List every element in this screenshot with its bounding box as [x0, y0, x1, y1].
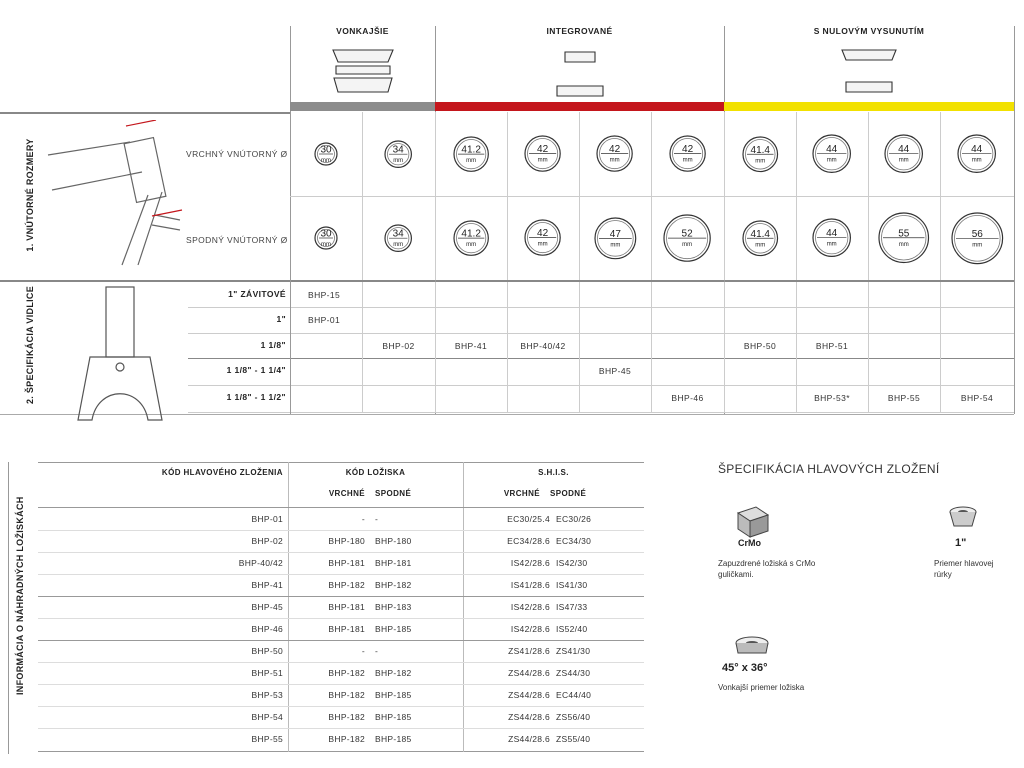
frame-headtube-illustration [30, 120, 190, 270]
column-separator [940, 282, 941, 412]
diameter-unit: mm [321, 242, 331, 248]
diameter-value: 42 [609, 144, 621, 156]
diameter-circle [451, 134, 491, 174]
diameter-unit: mm [754, 157, 765, 164]
lower-inner-diameter-label: SPODNÝ VNÚTORNÝ Ø [186, 235, 288, 245]
section-label-fork: 2. ŠPECIFIKÁCIA VIDLICE [25, 285, 35, 405]
group-caption: S NULOVÝM VYSUNUTÍM [813, 26, 925, 36]
diameter-circle [667, 133, 708, 174]
row-separator [38, 706, 644, 707]
diameter-value: 55 [898, 228, 910, 240]
diameter-value: 56 [971, 228, 983, 240]
header-separator [38, 507, 644, 508]
column-separator [435, 282, 436, 412]
steerer-cell: BHP-55 [887, 393, 921, 403]
column-separator [868, 282, 869, 412]
diameter-circle [594, 133, 635, 174]
diameter-value: 41.4 [750, 228, 770, 240]
row-separator [38, 618, 644, 619]
diameter-value: 41.2 [461, 228, 481, 240]
code-cell: BHP-41 [251, 580, 283, 590]
diameter-circle [955, 132, 998, 175]
diameter-value: 41.2 [461, 144, 481, 156]
diameter-unit: mm [609, 241, 620, 248]
tube-value: 1" [955, 537, 967, 549]
shis-upper-cell: ZS44/28.6 [508, 734, 550, 744]
diameter-value: 41.4 [750, 144, 770, 156]
shis-lower-cell: EC44/40 [556, 690, 592, 700]
diameter-unit: mm [321, 158, 331, 164]
steerer-cell: BHP-02 [382, 341, 415, 351]
diameter-unit: mm [465, 241, 476, 248]
diameter-circle [740, 134, 781, 175]
diameter-unit: mm [393, 157, 404, 164]
group-caption: VONKAJŠIE [336, 26, 389, 36]
bearing-lower-cell: BHP-182 [375, 580, 412, 590]
diameter-circle [810, 132, 853, 175]
diameter-value: 34 [392, 144, 405, 156]
steerer-row-label: 1 1/8" - 1 1/2" [226, 392, 286, 402]
steerer-cell: BHP-15 [308, 290, 341, 300]
header-shis: S.H.I.S. [538, 468, 569, 477]
head-tube-icon [946, 504, 980, 534]
bearing-lower-cell: BHP-180 [375, 536, 412, 546]
shis-lower-cell: EC30/26 [556, 514, 592, 524]
group-color-bar [435, 102, 724, 111]
code-cell: BHP-54 [251, 712, 283, 722]
code-cell: BHP-01 [251, 514, 283, 524]
upper-inner-diameter-label: VRCHNÝ VNÚTORNÝ Ø [186, 149, 288, 159]
diameter-circle [312, 140, 340, 168]
shis-lower-cell: IS41/30 [556, 580, 588, 590]
column-separator [579, 282, 580, 412]
shis-upper-cell: ZS44/28.6 [508, 712, 550, 722]
diameter-unit: mm [682, 241, 693, 248]
diameter-unit: mm [682, 157, 693, 164]
section-label-parts: INFORMÁCIA O NÁHRADNÝCH LOŽISKÁCH [15, 496, 25, 695]
tube-caption: Priemer hlavovej rúrky [934, 559, 994, 579]
bearing-lower-cell: BHP-182 [375, 668, 412, 678]
bearing-lower-cell: - [375, 646, 379, 656]
steerer-cell: BHP-53* [814, 393, 850, 403]
steerer-row-label: 1" [276, 314, 286, 324]
row-separator [188, 385, 1014, 386]
diameter-unit: mm [465, 157, 476, 164]
diameter-circle [522, 217, 563, 258]
bearing-upper-cell: BHP-180 [328, 536, 365, 546]
bearing-upper-cell: BHP-181 [328, 602, 365, 612]
row-separator [38, 662, 644, 663]
bearing-upper-cell: BHP-182 [328, 734, 365, 744]
header-lower: SPODNÉ [550, 489, 587, 498]
code-cell: BHP-50 [251, 646, 283, 656]
shis-upper-cell: EC30/25.4 [507, 514, 550, 524]
diameter-unit: mm [826, 157, 837, 164]
headset-type-icon [318, 40, 408, 102]
diameter-value: 42 [537, 228, 549, 240]
code-cell: BHP-53 [251, 690, 283, 700]
row-separator [38, 684, 644, 685]
steerer-cell: BHP-54 [960, 393, 994, 403]
shis-upper-cell: ZS44/28.6 [508, 690, 550, 700]
bearing-upper-cell: BHP-182 [328, 580, 365, 590]
diameter-unit: mm [393, 241, 404, 248]
diameter-value: 30 [320, 144, 332, 156]
spec-title: ŠPECIFIKÁCIA HLAVOVÝCH ZLOŽENÍ [718, 462, 940, 476]
bearing-upper-cell: BHP-182 [328, 712, 365, 722]
steerer-cell: BHP-01 [308, 315, 341, 325]
bearing-upper-cell: BHP-181 [328, 558, 365, 568]
shis-upper-cell: IS41/28.6 [510, 580, 550, 590]
shis-lower-cell: IS47/33 [556, 602, 588, 612]
angle-value: 45° x 36° [722, 662, 768, 674]
diameter-unit: mm [826, 241, 837, 248]
diameter-unit: mm [537, 157, 548, 164]
row-separator [188, 307, 1014, 308]
diameter-value: 30 [320, 228, 332, 240]
steerer-cell: BHP-51 [815, 341, 849, 351]
code-cell: BHP-02 [251, 536, 283, 546]
shis-lower-cell: EC34/30 [556, 536, 592, 546]
crmo-bearing-icon [734, 505, 770, 539]
code-cell: BHP-40/42 [238, 558, 283, 568]
diameter-circle [522, 133, 563, 174]
diameter-circle [382, 222, 414, 254]
column-separator [362, 282, 363, 412]
diameter-value: 34 [392, 228, 405, 240]
column-separator [724, 282, 725, 412]
diameter-circle [451, 218, 491, 258]
shis-lower-cell: IS52/40 [556, 624, 588, 634]
diameter-value: 44 [898, 144, 910, 156]
section-label-inner: 1. VNÚTORNÉ ROZMERY [25, 138, 35, 252]
header-code: KÓD HLAVOVÉHO ZLOŽENIA [161, 468, 283, 477]
row-separator [38, 596, 644, 597]
steerer-cell: BHP-45 [598, 366, 632, 376]
code-cell: BHP-46 [251, 624, 283, 634]
row-separator [38, 552, 644, 553]
diameter-unit: mm [971, 157, 982, 164]
shis-lower-cell: ZS41/30 [556, 646, 591, 656]
diameter-value: 47 [609, 228, 621, 240]
diameter-unit: mm [609, 157, 620, 164]
diameter-value: 42 [681, 144, 694, 156]
column-separator [290, 282, 291, 414]
steerer-row-label: 1" ZÁVITOVÉ [228, 289, 286, 299]
crmo-caption: Zapuzdrené ložiská s CrMo guličkami. [718, 559, 816, 579]
diameter-unit: mm [899, 242, 909, 248]
shis-lower-cell: IS42/30 [556, 558, 588, 568]
code-cell: BHP-45 [251, 602, 283, 612]
bearing-angle-icon [732, 635, 772, 661]
group-divider [1014, 26, 1015, 414]
diameter-circle [949, 210, 1006, 267]
shis-upper-cell: EC34/28.6 [507, 536, 550, 546]
shis-lower-cell: ZS56/40 [556, 712, 591, 722]
row-separator [188, 412, 1014, 413]
diameter-unit: mm [971, 241, 982, 248]
code-cell: BHP-55 [251, 734, 283, 744]
row-separator [188, 358, 1014, 359]
header-bearing: KÓD LOŽISKA [345, 468, 406, 477]
diameter-circle [592, 215, 639, 262]
row-separator [38, 728, 644, 729]
bearing-upper-cell: - [361, 514, 365, 524]
steerer-cell: BHP-41 [454, 341, 488, 351]
row-separator [290, 196, 1014, 197]
code-cell: BHP-51 [251, 668, 283, 678]
headset-type-icon [535, 40, 625, 102]
bearing-lower-cell: BHP-181 [375, 558, 412, 568]
diameter-value: 52 [681, 228, 694, 240]
diameter-circle [876, 210, 932, 266]
bearing-lower-cell: BHP-183 [375, 602, 412, 612]
bearing-lower-cell: BHP-185 [375, 734, 412, 744]
steerer-cell: BHP-50 [743, 341, 777, 351]
row-separator [188, 333, 1014, 334]
group-color-bar [724, 102, 1014, 111]
bearing-lower-cell: BHP-185 [375, 712, 412, 722]
diameter-value: 44 [826, 228, 838, 240]
diameter-circle [740, 218, 781, 259]
section-rule [0, 112, 290, 114]
header-lower: SPODNÉ [375, 489, 412, 498]
diameter-unit: mm [754, 241, 765, 248]
diameter-circle [810, 216, 853, 259]
diameter-value: 42 [537, 144, 549, 156]
diameter-value: 44 [971, 144, 983, 156]
shis-upper-cell: ZS41/28.6 [508, 646, 550, 656]
row-separator [38, 530, 644, 531]
crmo-icon-text: CrMo [738, 538, 761, 548]
shis-upper-cell: IS42/28.6 [510, 624, 550, 634]
diameter-circle [312, 224, 340, 252]
bearing-lower-cell: - [375, 514, 379, 524]
row-separator [38, 574, 644, 575]
column-separator [651, 282, 652, 412]
shis-lower-cell: ZS44/30 [556, 668, 591, 678]
headset-type-icon [824, 40, 914, 102]
header-upper: VRCHNÉ [503, 489, 540, 498]
steerer-cell: BHP-46 [671, 393, 704, 403]
angle-caption: Vonkajší priemer ložiska [718, 683, 805, 692]
header-upper: VRCHNÉ [328, 489, 365, 498]
shis-upper-cell: IS42/28.6 [510, 602, 550, 612]
steerer-row-label: 1 1/8" [260, 340, 286, 350]
row-separator [38, 640, 644, 641]
diameter-unit: mm [537, 241, 548, 248]
bearing-upper-cell: BHP-181 [328, 624, 365, 634]
shis-upper-cell: ZS44/28.6 [508, 668, 550, 678]
shis-lower-cell: ZS55/40 [556, 734, 591, 744]
shis-upper-cell: IS42/28.6 [510, 558, 550, 568]
group-color-bar [290, 102, 435, 111]
steerer-cell: BHP-40/42 [520, 341, 566, 351]
diameter-value: 44 [826, 144, 838, 156]
steerer-row-label: 1 1/8" - 1 1/4" [226, 365, 286, 375]
column-separator [507, 282, 508, 412]
bearing-upper-cell: BHP-182 [328, 690, 365, 700]
bearing-upper-cell: - [361, 646, 365, 656]
section-rule [8, 462, 9, 754]
fork-illustration [70, 285, 170, 425]
group-caption: INTEGROVANÉ [546, 26, 613, 36]
diameter-circle [382, 138, 414, 170]
diameter-unit: mm [898, 157, 909, 164]
bearing-lower-cell: BHP-185 [375, 624, 412, 634]
bearing-upper-cell: BHP-182 [328, 668, 365, 678]
bearing-lower-cell: BHP-185 [375, 690, 412, 700]
column-separator [796, 282, 797, 412]
replacement-bearings-table [38, 462, 644, 752]
diameter-circle [661, 212, 713, 264]
diameter-circle [882, 132, 925, 175]
